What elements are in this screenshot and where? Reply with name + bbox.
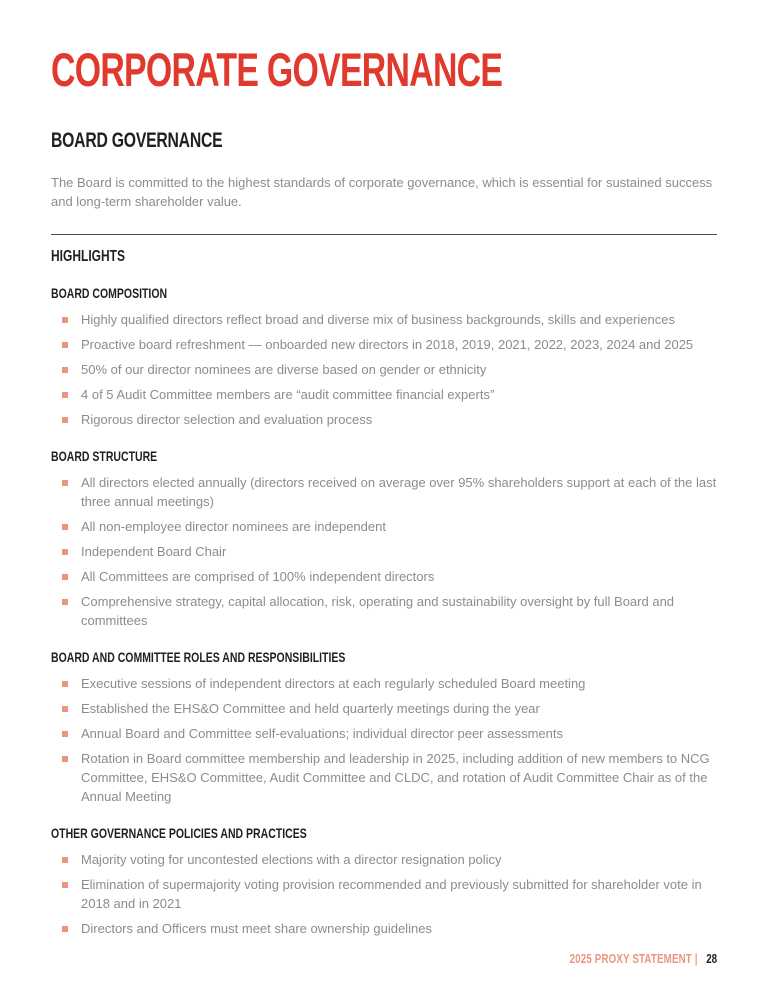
bullet-item: All directors elected annually (directors received on average over 95% shareholders support at each of the last three annual meetings) <box>51 473 717 511</box>
section-heading-row <box>51 825 717 850</box>
footer-label: 2025 PROXY STATEMENT | <box>569 952 698 966</box>
bullet-item: 50% of our director nominees are diverse based on gender or ethnicity <box>51 360 717 379</box>
section-heading: BOARD AND COMMITTEE ROLES AND RESPONSIBILITIES <box>51 649 346 665</box>
highlight-section <box>51 285 717 429</box>
section-heading: OTHER GOVERNANCE POLICIES AND PRACTICES <box>51 825 307 841</box>
intro-paragraph: The Board is committed to the highest standards of corporate governance, which is essential for sustained success and long-term shareholder value. <box>51 175 713 209</box>
bullet-item: All Committees are comprised of 100% independent directors <box>51 567 717 586</box>
bullet-list <box>51 310 717 429</box>
bullet-item: Rigorous director selection and evaluation process <box>51 410 717 429</box>
bullet-item: Elimination of supermajority voting provision recommended and previously submitted for shareholder vote in 2018 and in 2021 <box>51 875 717 913</box>
highlights-sections <box>51 285 717 938</box>
bullet-list <box>51 674 717 806</box>
highlight-section <box>51 825 717 938</box>
highlight-section <box>51 448 717 630</box>
highlights-row <box>51 235 717 266</box>
bullet-item: All non-employee director nominees are independent <box>51 517 717 536</box>
title-row <box>51 43 717 96</box>
highlight-section <box>51 649 717 806</box>
bullet-item: Rotation in Board committee membership and leadership in 2025, including addition of new members to NCG Committee, EHS&O Committee, Audit Committee and CLDC, and rotation of Audit Committee Chair as of the Annual Meeting <box>51 749 717 806</box>
bullet-item: Comprehensive strategy, capital allocation, risk, operating and sustainability oversight by full Board and committees <box>51 592 717 630</box>
highlights-heading: HIGHLIGHTS <box>51 248 126 265</box>
section-heading-row <box>51 649 717 674</box>
bullet-item: Directors and Officers must meet share ownership guidelines <box>51 919 717 938</box>
page-footer <box>569 952 717 966</box>
section-heading-row <box>51 285 717 310</box>
bullet-item: 4 of 5 Audit Committee members are “audit committee financial experts” <box>51 385 717 404</box>
bullet-list <box>51 473 717 630</box>
board-governance-heading: BOARD GOVERNANCE <box>51 129 223 152</box>
bullet-item: Proactive board refreshment — onboarded new directors in 2018, 2019, 2021, 2022, 2023, 2024 and 2025 <box>51 335 717 354</box>
bullet-item: Established the EHS&O Committee and held quarterly meetings during the year <box>51 699 717 718</box>
bullet-item: Executive sessions of independent directors at each regularly scheduled Board meeting <box>51 674 717 693</box>
bullet-item: Independent Board Chair <box>51 542 717 561</box>
subtitle-row <box>51 93 717 153</box>
section-heading: BOARD COMPOSITION <box>51 285 168 301</box>
bullet-item: Majority voting for uncontested elections with a director resignation policy <box>51 850 717 869</box>
bullet-list <box>51 850 717 938</box>
section-heading: BOARD STRUCTURE <box>51 448 158 464</box>
bullet-item: Highly qualified directors reflect broad and diverse mix of business backgrounds, skills and experiences <box>51 310 717 329</box>
section-heading-row <box>51 448 717 473</box>
page-number: 28 <box>706 952 717 966</box>
page-title: CORPORATE GOVERNANCE <box>51 43 503 96</box>
bullet-item: Annual Board and Committee self-evaluations; individual director peer assessments <box>51 724 717 743</box>
